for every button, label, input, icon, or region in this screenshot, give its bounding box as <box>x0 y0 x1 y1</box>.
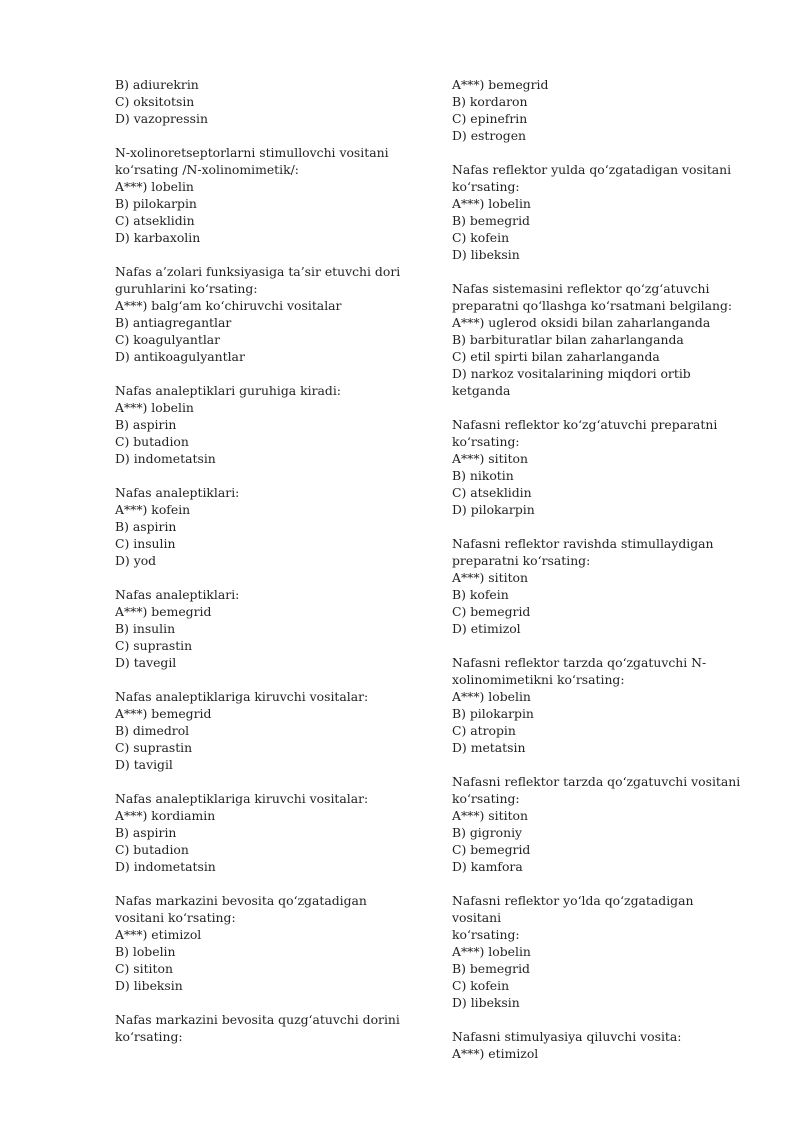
answer-option: C) suprastin <box>115 740 193 755</box>
answer-option: A***) bemegrid <box>115 604 212 619</box>
answer-option: B) aspirin <box>115 519 177 534</box>
question-line: Nafas sistemasini reflektor qo‘zg‘atuvchi <box>452 281 710 296</box>
question-line: vositani ko‘rsating: <box>115 910 236 925</box>
answer-options <box>115 178 410 246</box>
answer-option: D) indometatsin <box>115 859 216 874</box>
question-line: ko‘rsating: <box>452 434 520 449</box>
answer-option: B) adiurekrin <box>115 77 199 92</box>
answer-option: C) koagulyantlar <box>115 332 221 347</box>
answer-option: D) indometatsin <box>115 451 216 466</box>
answer-option: D) libeksin <box>452 247 520 262</box>
answer-options <box>115 297 410 365</box>
question-line: Nafasni reflektor tarzda qo‘zgatuvchi vositani <box>452 774 741 789</box>
question-text <box>452 773 742 807</box>
question-block <box>452 76 742 144</box>
answer-options <box>452 943 742 1011</box>
answer-option: D) antikoagulyantlar <box>115 349 245 364</box>
question-text <box>115 263 410 297</box>
answer-option: C) atropin <box>452 723 516 738</box>
left-column <box>115 76 410 1062</box>
question-text <box>452 416 742 450</box>
answer-option: C) atseklidin <box>452 485 532 500</box>
answer-option: C) oksitotsin <box>115 94 195 109</box>
answer-option: ketganda <box>452 383 511 398</box>
question-block <box>452 161 742 263</box>
question-text <box>115 688 410 705</box>
question-line: Nafas reflektor yulda qo‘zgatadigan vositani <box>452 162 732 177</box>
question-line: ko‘rsating: <box>452 927 520 942</box>
question-line: Nafasni reflektor ko‘zg‘atuvchi preparatni <box>452 417 718 432</box>
answer-option: A***) kofein <box>115 502 191 517</box>
answer-option: A***) sititon <box>452 808 528 823</box>
answer-option: A***) lobelin <box>452 944 531 959</box>
answer-option: D) narkoz vositalarining miqdori ortib <box>452 366 691 381</box>
answer-option: C) atseklidin <box>115 213 195 228</box>
question-line: Nafas analeptiklari: <box>115 485 240 500</box>
question-block <box>115 263 410 365</box>
answer-option: A***) bemegrid <box>452 77 549 92</box>
question-line: xolinomimetikni ko‘rsating: <box>452 672 625 687</box>
question-line: Nafas analeptiklariga kiruvchi vositalar: <box>115 791 369 806</box>
question-line: ko‘rsating: <box>452 791 520 806</box>
question-line: Nafasni stimulyasiya qiluvchi vosita: <box>452 1029 682 1044</box>
question-text <box>115 144 410 178</box>
answer-option: A***) bemegrid <box>115 706 212 721</box>
answer-options <box>115 926 410 994</box>
answer-options <box>452 76 742 144</box>
answer-option: A***) lobelin <box>115 400 194 415</box>
question-block <box>452 280 742 399</box>
question-block <box>452 535 742 637</box>
answer-option: D) pilokarpin <box>452 502 535 517</box>
answer-option: D) estrogen <box>452 128 527 143</box>
answer-option: C) kofein <box>452 230 510 245</box>
answer-option: C) butadion <box>115 842 189 857</box>
answer-option: B) antiagregantlar <box>115 315 232 330</box>
answer-option: A***) lobelin <box>115 179 194 194</box>
answer-option: D) libeksin <box>115 978 183 993</box>
question-line: Nafas analeptiklari: <box>115 587 240 602</box>
question-line: ko‘rsating: <box>115 1029 183 1044</box>
question-line: Nafas analeptiklariga kiruvchi vositalar: <box>115 689 369 704</box>
answer-options <box>452 1045 742 1062</box>
answer-option: B) bemegrid <box>452 961 530 976</box>
question-block <box>115 382 410 467</box>
answer-option: C) suprastin <box>115 638 193 653</box>
answer-option: A***) lobelin <box>452 196 531 211</box>
answer-options <box>452 807 742 875</box>
answer-option: B) kordaron <box>452 94 528 109</box>
answer-option: A***) lobelin <box>452 689 531 704</box>
answer-option: B) kofein <box>452 587 509 602</box>
answer-options <box>452 314 742 399</box>
answer-option: D) vazopressin <box>115 111 208 126</box>
question-line: Nafas analeptiklari guruhiga kiradi: <box>115 383 341 398</box>
answer-options <box>452 688 742 756</box>
answer-option: C) insulin <box>115 536 176 551</box>
question-text <box>115 484 410 501</box>
answer-option: C) bemegrid <box>452 604 531 619</box>
answer-option: B) dimedrol <box>115 723 190 738</box>
question-line: Nafas markazini bevosita quzg‘atuvchi dorini <box>115 1012 400 1027</box>
question-block <box>115 484 410 569</box>
answer-option: B) aspirin <box>115 417 177 432</box>
answer-options <box>115 705 410 773</box>
question-text <box>115 892 410 926</box>
question-line: Nafas markazini bevosita qo‘zgatadigan <box>115 893 367 908</box>
right-column <box>452 76 742 1079</box>
answer-option: C) bemegrid <box>452 842 531 857</box>
question-line: ko‘rsating /N-xolinomimetik/: <box>115 162 299 177</box>
answer-options <box>115 603 410 671</box>
answer-option: B) pilokarpin <box>452 706 534 721</box>
question-text <box>452 535 742 569</box>
answer-option: C) sititon <box>115 961 173 976</box>
question-text <box>115 382 410 399</box>
answer-option: D) karbaxolin <box>115 230 201 245</box>
question-text <box>452 1028 742 1045</box>
answer-options <box>115 501 410 569</box>
answer-option: A***) etimizol <box>452 1046 539 1061</box>
answer-option: B) gigroniy <box>452 825 523 840</box>
question-text <box>115 586 410 603</box>
answer-option: B) bemegrid <box>452 213 530 228</box>
answer-option: A***) uglerod oksidi bilan zaharlanganda <box>452 315 711 330</box>
answer-option: C) butadion <box>115 434 189 449</box>
answer-option: B) lobelin <box>115 944 176 959</box>
answer-option: D) tavigil <box>115 757 173 772</box>
answer-options <box>452 450 742 518</box>
answer-option: D) yod <box>115 553 157 568</box>
question-block <box>452 773 742 875</box>
question-text <box>115 1011 410 1045</box>
question-block <box>452 1028 742 1062</box>
answer-option: D) tavegil <box>115 655 177 670</box>
answer-option: B) nikotin <box>452 468 514 483</box>
question-block <box>452 416 742 518</box>
answer-options <box>115 399 410 467</box>
question-block <box>452 654 742 756</box>
answer-option: C) kofein <box>452 978 510 993</box>
question-block <box>115 688 410 773</box>
answer-options <box>452 195 742 263</box>
question-line: Nafas a’zolari funksiyasiga ta’sir etuvchi dori <box>115 264 401 279</box>
question-text <box>452 892 742 943</box>
answer-option: A***) kordiamin <box>115 808 216 823</box>
question-block <box>115 790 410 875</box>
answer-option: D) libeksin <box>452 995 520 1010</box>
question-line: N-xolinoretseptorlarni stimullovchi vositani <box>115 145 389 160</box>
answer-option: B) barbituratlar bilan zaharlanganda <box>452 332 684 347</box>
answer-options <box>115 807 410 875</box>
question-line: preparatni ko‘rsating: <box>452 553 591 568</box>
answer-option: A***) balg‘am ko‘chiruvchi vositalar <box>115 298 342 313</box>
answer-option: B) pilokarpin <box>115 196 197 211</box>
question-block <box>452 892 742 1011</box>
question-line: preparatni qo‘llashga ko‘rsatmani belgilang: <box>452 298 733 313</box>
question-block <box>115 144 410 246</box>
answer-option: C) epinefrin <box>452 111 528 126</box>
question-line: Nafasni reflektor tarzda qo‘zgatuvchi N- <box>452 655 707 670</box>
question-line: Nafasni reflektor ravishda stimullaydigan <box>452 536 714 551</box>
answer-option: A***) sititon <box>452 570 528 585</box>
answer-option: B) insulin <box>115 621 176 636</box>
question-text <box>452 280 742 314</box>
question-block <box>115 586 410 671</box>
answer-options <box>115 76 410 127</box>
question-text <box>452 161 742 195</box>
answer-option: A***) sititon <box>452 451 528 466</box>
answer-options <box>452 569 742 637</box>
question-line: guruhlarini ko‘rsating: <box>115 281 258 296</box>
question-block <box>115 76 410 127</box>
answer-option: D) etimizol <box>452 621 521 636</box>
answer-option: D) metatsin <box>452 740 526 755</box>
question-text <box>452 654 742 688</box>
question-line: ko‘rsating: <box>452 179 520 194</box>
question-block <box>115 892 410 994</box>
question-text <box>115 790 410 807</box>
answer-option: A***) etimizol <box>115 927 202 942</box>
answer-option: D) kamfora <box>452 859 523 874</box>
question-block <box>115 1011 410 1045</box>
question-line: Nafasni reflektor yo‘lda qo‘zgatadigan vositani <box>452 893 694 925</box>
answer-option: C) etil spirti bilan zaharlanganda <box>452 349 660 364</box>
answer-option: B) aspirin <box>115 825 177 840</box>
